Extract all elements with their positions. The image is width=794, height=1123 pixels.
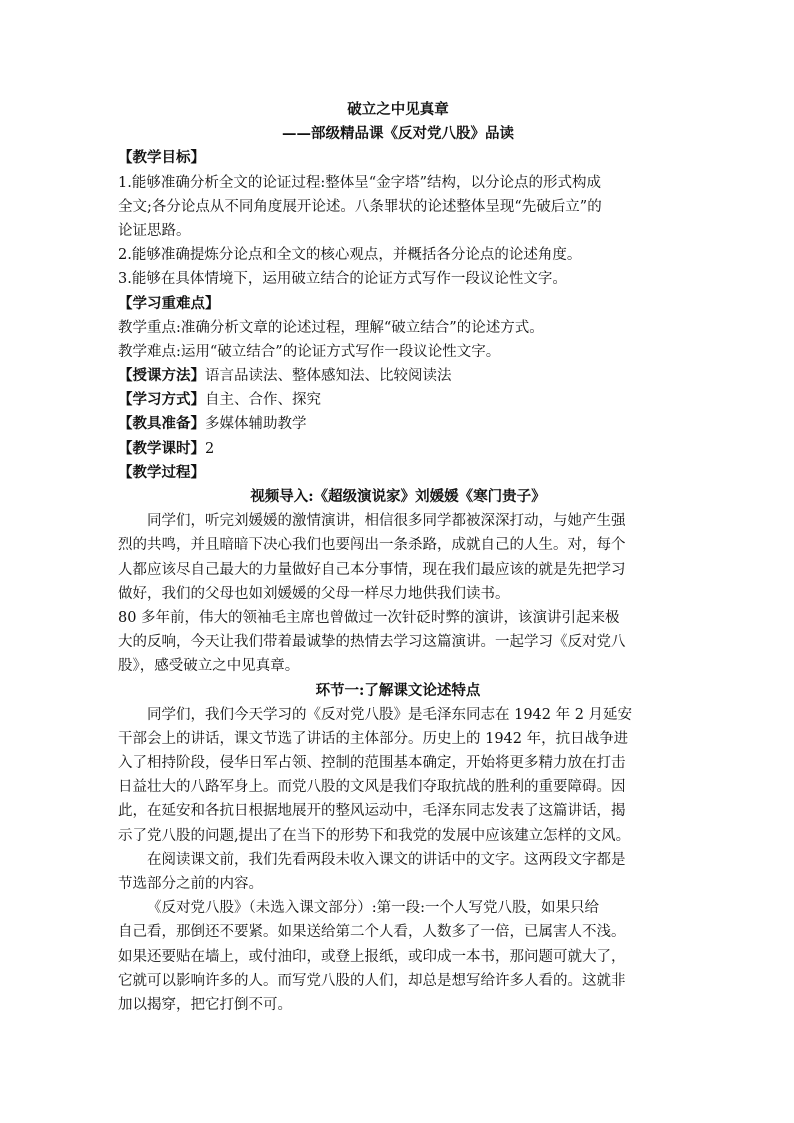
hours-label: 【教学课时】	[118, 439, 205, 457]
section-1-paragraph-line: 干部会上的讲话，课文节选了讲话的主体部分。历史上的 1942 年，抗日战争进	[118, 730, 629, 747]
section-1-paragraph-line: 同学们，我们今天学习的《反对党八股》是毛泽东同志在 1942 年 2 月延安	[147, 706, 633, 723]
goal-1	[118, 171, 678, 244]
goals-heading: 【教学目标】	[118, 149, 205, 167]
aids-label: 【教具准备】	[118, 415, 205, 433]
intro-paragraph-2	[118, 606, 678, 679]
quote-line: 如果还要贴在墙上，或付油印，或登上报纸，或印成一本书，那问题可就大了，	[118, 948, 626, 965]
quote-paragraph	[118, 896, 678, 1017]
section-1-paragraph-2-line: 在阅读课文前，我们先看两段未收入课文的讲话中的文字。这两段文字都是	[147, 851, 626, 868]
section-1-paragraph-line: 入了相持阶段，侵华日军占领、控制的范围基本确定，开始将更多精力放在打击	[118, 755, 626, 772]
intro-paragraph-2-line: 股》，感受破立之中见真章。	[118, 658, 300, 675]
section-1-paragraph-line: 此，在延安和各抗日根据地展开的整风运动中，毛泽东同志发表了这篇讲话，揭	[118, 803, 626, 820]
aids-row	[118, 412, 678, 436]
section-1-paragraph-2-line: 节选部分之前的内容。	[118, 876, 263, 892]
quote-line: 《反对党八股》（未选入课文部分）:第一段:一个人写党八股，如果只给	[147, 900, 600, 917]
section-1-paragraph-line: 日益壮大的八路军身上。而党八股的文风是我们夺取抗战的胜利的重要障碍。因	[118, 779, 626, 796]
document-title: 破立之中见真章	[347, 101, 449, 118]
document-subtitle: ——部级精品课《反对党八股》品读	[282, 125, 514, 143]
teaching-method-value: 语言品读法、整体感知法、比较阅读法	[205, 368, 452, 385]
learning-method-label: 【学习方式】	[118, 391, 205, 409]
section-1-paragraph-2	[118, 848, 678, 896]
goal-1-line: 全文;各分论点从不同角度展开论述。八条罪状的论述整体呈现“先破后立”的	[118, 198, 602, 215]
goal-3: 3.能够在具体情境下，运用破立结合的论证方式写作一段议论性文字。	[118, 271, 567, 288]
section-1-title: 环节一:了解课文论述特点	[315, 681, 481, 699]
key-points-heading: 【学习重难点】	[118, 294, 220, 312]
learning-method-row	[118, 388, 678, 412]
quote-line: 它就可以影响许多的人。而写党八股的人们，却总是想写给许多人看的。这就非	[118, 972, 626, 989]
intro-paragraph-line: 烈的共鸣，并且暗暗下决心我们也要闯出一条杀路，成就自己的人生。对，每个	[118, 537, 626, 554]
goal-2: 2.能够准确提炼分论点和全文的核心观点，并概括各分论点的论述角度。	[118, 247, 582, 264]
intro-paragraph-line: 做好，我们的父母也如刘媛媛的父母一样尽力地供我们读书。	[118, 585, 510, 602]
video-intro-title: 视频导入:《超级演说家》刘媛媛《寒门贵子》	[250, 488, 546, 505]
intro-paragraph-2-line: 大的反响，今天让我们带着最诚挚的热情去学习这篇演讲。一起学习《反对党八	[118, 634, 626, 651]
teaching-method-row	[118, 364, 678, 388]
process-heading: 【教学过程】	[118, 463, 205, 481]
difficult-point: 教学难点:运用“破立结合”的论证方式写作一段议论性文字。	[118, 343, 501, 360]
section-1-paragraph	[118, 703, 678, 848]
quote-line: 加以揭穿，把它打倒不可。	[118, 996, 292, 1013]
hours-row	[118, 437, 678, 461]
quote-line: 自己看，那倒还不要紧。如果送给第二个人看，人数多了一倍，已属害人不浅。	[118, 924, 626, 941]
section-1-paragraph-line: 示了党八股的问题,提出了在当下的形势下和我党的发展中应该建立怎样的文风。	[118, 827, 631, 844]
learning-method-value: 自主、合作、探究	[205, 392, 321, 409]
intro-paragraph-line: 人都应该尽自己最大的力量做好自己本分事情，现在我们最应该的就是先把学习	[118, 561, 626, 578]
intro-paragraph-2-line: 80 多年前，伟大的领袖毛主席也曾做过一次针砭时弊的演讲，该演讲引起来极	[118, 609, 620, 626]
teaching-method-label: 【授课方法】	[118, 367, 205, 385]
goal-1-line: 论证思路。	[118, 222, 191, 239]
aids-value: 多媒体辅助教学	[205, 416, 307, 433]
intro-paragraph-line: 同学们，听完刘媛媛的激情演讲，相信很多同学都被深深打动，与她产生强	[147, 513, 626, 530]
intro-paragraph	[118, 509, 678, 606]
hours-value: 2	[205, 440, 215, 457]
document-page	[118, 98, 678, 1017]
goal-1-line: 1.能够准确分析全文的论证过程:整体呈“金字塔”结构，以分论点的形式构成	[118, 174, 602, 191]
key-point: 教学重点:准确分析文章的论述过程，理解“破立结合”的论述方式。	[118, 319, 544, 336]
